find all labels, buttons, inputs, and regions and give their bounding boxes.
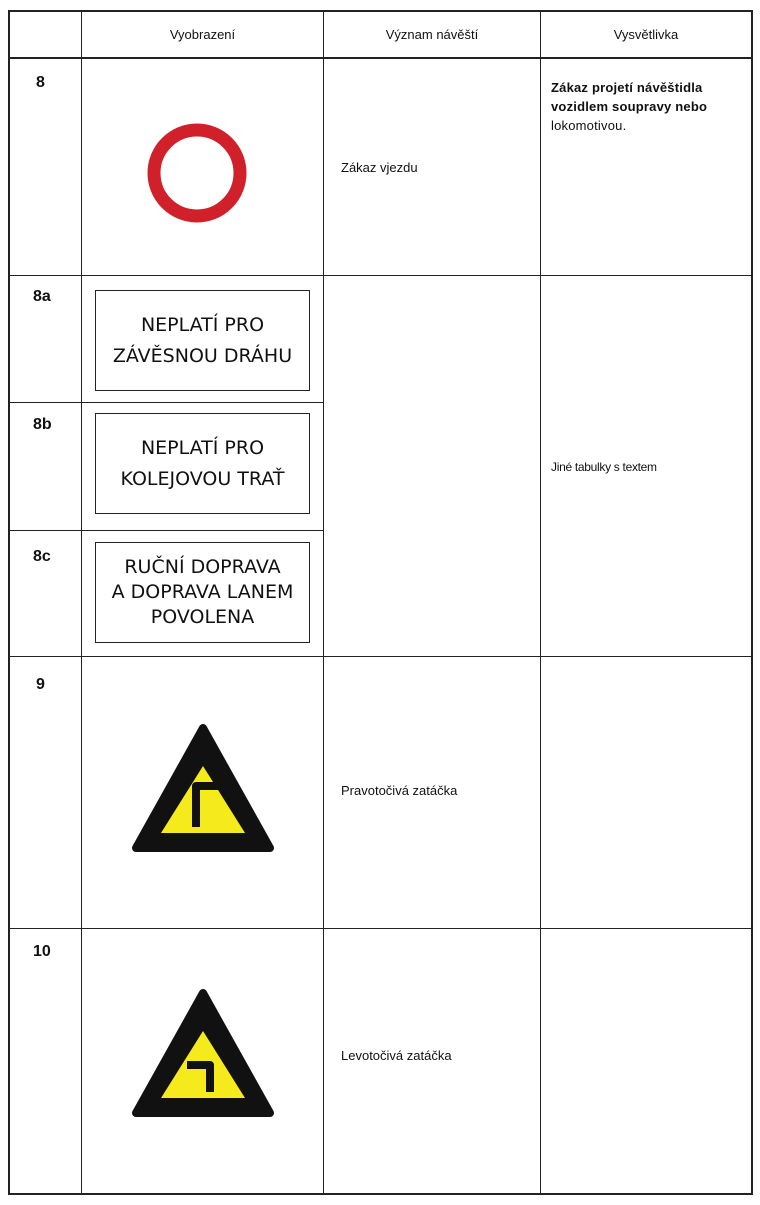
explanation-8-line-1: Zákaz projetí návěštidla bbox=[551, 80, 703, 95]
col-divider-1 bbox=[81, 10, 82, 1195]
col-divider-2 bbox=[323, 10, 324, 1195]
table-border-left bbox=[8, 10, 10, 1195]
no-entry-ring-icon bbox=[145, 121, 249, 225]
sign-text-box-8b bbox=[95, 413, 310, 514]
sign-8a-line-2: ZÁVĚSNOU DRÁHU bbox=[112, 344, 293, 367]
header-meaning-column: Význam návěští bbox=[385, 27, 479, 42]
table-border-bottom bbox=[8, 1193, 753, 1195]
sign-text-box-8a bbox=[95, 290, 310, 391]
row-divider-8b bbox=[8, 530, 324, 531]
row-divider-9 bbox=[8, 928, 753, 929]
header-divider bbox=[8, 57, 753, 59]
meaning-10: Levotočivá zatáčka bbox=[341, 1048, 452, 1063]
sign-8b-line-2: KOLEJOVOU TRAŤ bbox=[120, 467, 285, 490]
row-number-8: 8 bbox=[36, 74, 45, 91]
sign-8c-line-1: RUČNÍ DOPRAVA bbox=[124, 556, 281, 578]
right-curve-warning-icon bbox=[130, 722, 276, 854]
row-divider-8a bbox=[8, 402, 324, 403]
explanation-8-line-2: vozidlem soupravy nebo bbox=[551, 99, 708, 114]
row-divider-8 bbox=[8, 275, 753, 276]
row-number-10: 10 bbox=[33, 943, 51, 960]
header-image-column: Vyobrazení bbox=[169, 27, 236, 42]
meaning-8: Zákaz vjezdu bbox=[341, 160, 418, 175]
row-number-9: 9 bbox=[36, 676, 45, 693]
header-explanation-column: Vysvětlivka bbox=[613, 27, 679, 42]
explanation-8 bbox=[551, 78, 746, 135]
meaning-9: Pravotočivá zatáčka bbox=[341, 783, 458, 798]
sign-8b-line-1: NEPLATÍ PRO bbox=[140, 436, 265, 459]
sign-8a-line-1: NEPLATÍ PRO bbox=[140, 313, 265, 336]
table-border-right bbox=[751, 10, 753, 1195]
row-number-8c: 8c bbox=[33, 548, 51, 565]
col-divider-3 bbox=[540, 10, 541, 1195]
explanation-8-line-3: lokomotivou. bbox=[551, 118, 627, 133]
sign-text-box-8c bbox=[95, 542, 310, 643]
sign-8c-line-2: A DOPRAVA LANEM bbox=[111, 581, 294, 603]
explanation-8a-8c: Jiné tabulky s textem bbox=[551, 460, 657, 474]
sign-8c-line-3: POVOLENA bbox=[150, 606, 255, 628]
left-curve-warning-icon bbox=[130, 987, 276, 1119]
row-divider-8c bbox=[8, 656, 753, 657]
row-number-8b: 8b bbox=[33, 416, 52, 433]
row-number-8a: 8a bbox=[33, 288, 51, 305]
